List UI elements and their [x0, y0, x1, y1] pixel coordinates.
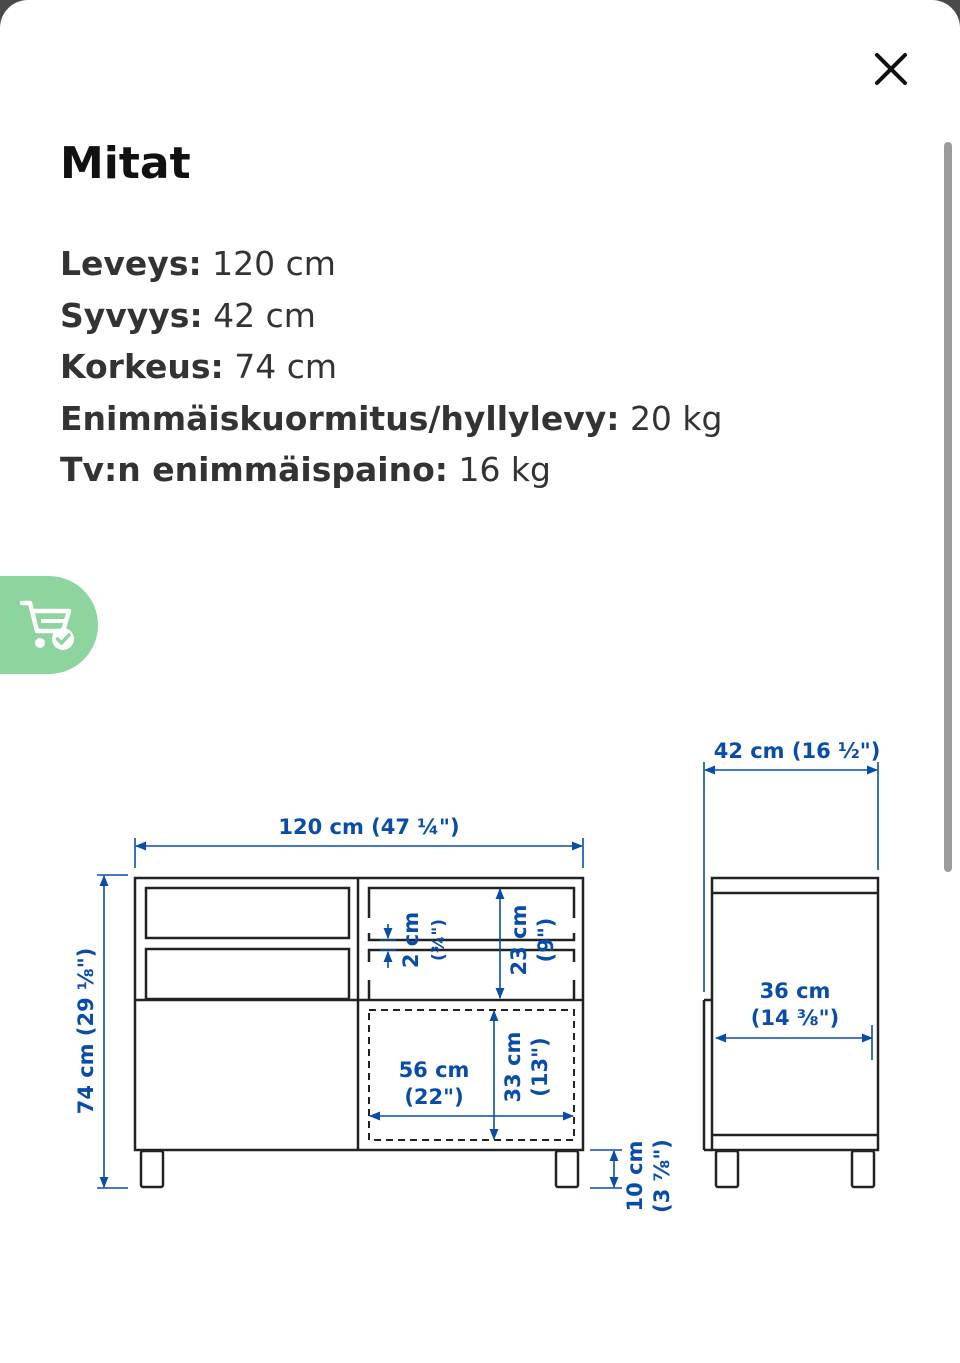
dimension-drawing — [0, 720, 960, 1320]
leg-height-cm-label: 10 cm — [623, 1140, 647, 1212]
side-view — [704, 878, 878, 1187]
inner-depth-cm-label: 36 cm — [759, 979, 831, 1003]
dimension-specs — [60, 238, 722, 496]
inner-depth-in-label: (14 ⅜") — [750, 1006, 840, 1030]
spec-max-load-shelf — [60, 393, 722, 445]
spec-value: 20 kg — [629, 398, 723, 438]
spec-value: 16 kg — [458, 450, 551, 489]
width-dimension-label: 120 cm (47 ¼") — [278, 815, 460, 839]
spec-height — [60, 341, 722, 393]
spec-label: Korkeus: — [60, 347, 224, 386]
close-icon — [874, 52, 908, 86]
spec-depth — [60, 290, 722, 342]
shelf-thickness-in-label: (¾") — [429, 919, 449, 961]
upper-compartment-cm-label: 23 cm — [507, 904, 531, 976]
spec-width — [60, 238, 722, 290]
dialog-title: Mitat — [60, 138, 191, 189]
spec-label: Enimmäiskuormitus/hyllylevy: — [60, 398, 620, 438]
spec-label: Leveys: — [60, 244, 202, 283]
lower-compartment-cm-label: 33 cm — [501, 1031, 525, 1103]
height-dimension-label: 74 cm (29 ⅛") — [74, 947, 98, 1115]
inner-width-in-label: (22") — [404, 1085, 464, 1109]
inner-width-cm-label: 56 cm — [398, 1058, 470, 1082]
depth-dimension-label: 42 cm (16 ½") — [713, 739, 881, 763]
cart-check-icon — [19, 597, 79, 653]
leg-height-in-label: (3 ⅞") — [650, 1139, 674, 1213]
shopping-cart-tab[interactable] — [0, 576, 98, 674]
spec-label: Syvyys: — [60, 295, 203, 335]
upper-compartment-in-label: (9") — [534, 917, 558, 963]
spec-label: Tv:n enimmäispaino: — [60, 450, 448, 489]
spec-value: 120 cm — [212, 244, 336, 283]
shelf-thickness-cm-label: 2 cm — [399, 911, 423, 969]
spec-max-tv-weight — [60, 444, 722, 496]
close-button[interactable] — [866, 44, 916, 94]
dimension-lines — [97, 762, 878, 1188]
spec-value: 74 cm — [234, 347, 337, 386]
spec-value: 42 cm — [213, 295, 316, 335]
lower-compartment-in-label: (13") — [528, 1037, 552, 1097]
